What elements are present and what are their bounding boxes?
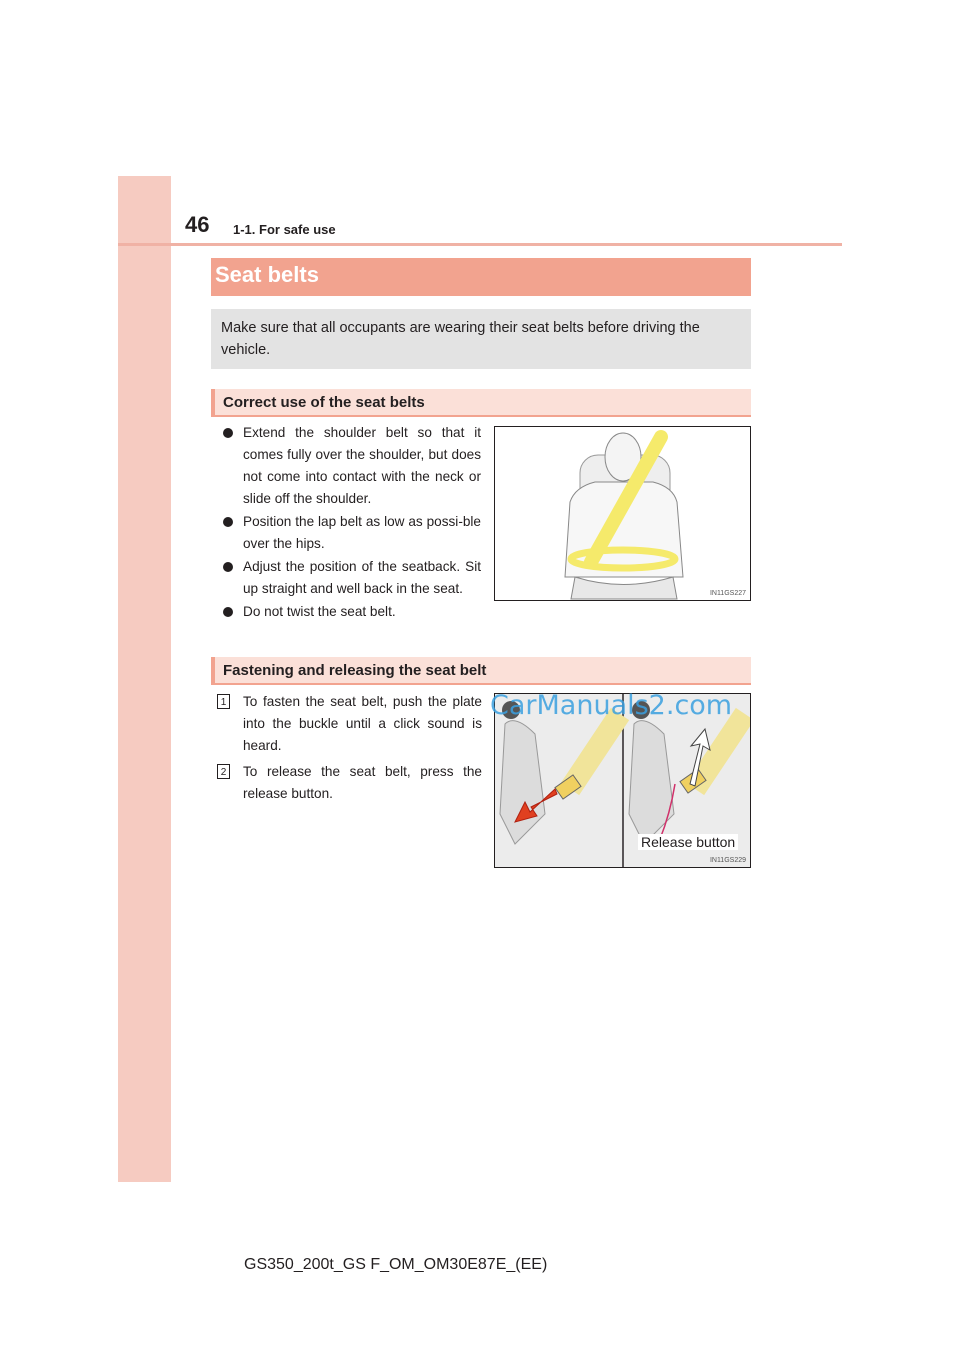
subheading-fastening-label: Fastening and releasing the seat belt xyxy=(223,662,487,679)
step-number: 2 xyxy=(217,764,230,779)
bullet-icon xyxy=(223,517,233,527)
step-text: To release the seat belt, press the release button. xyxy=(243,764,482,801)
footer-code: GS350_200t_GS F_OM_OM30E87E_(EE) xyxy=(244,1256,548,1273)
section-label: 1-1. For safe use xyxy=(233,222,336,237)
step-1 xyxy=(217,691,482,757)
bullet-icon xyxy=(223,562,233,572)
bullet-icon xyxy=(223,607,233,617)
side-tab xyxy=(118,176,171,1182)
bullet-text: Extend the shoulder belt so that it comes fully over the shoulder, but does not come into contact with the neck or slide off the shoulder. xyxy=(243,425,481,506)
bullet-icon xyxy=(223,428,233,438)
step-text: To fasten the seat belt, push the plate into the buckle until a click sound is heard. xyxy=(243,694,482,753)
release-button-label: Release button xyxy=(638,834,738,850)
bullet-text: Adjust the position of the seatback. Sit up straight and well back in the seat. xyxy=(243,559,481,596)
list-item xyxy=(221,422,481,510)
intro-text: Make sure that all occupants are wearing their seat belts before driving the vehicle. xyxy=(221,320,700,358)
occupant-illustration xyxy=(495,427,750,600)
subheading-correct-use xyxy=(211,389,751,417)
list-item xyxy=(221,511,481,555)
watermark: CarManuals2.com xyxy=(490,690,733,721)
seatbelt-position-figure xyxy=(494,426,751,601)
bullet-text: Do not twist the seat belt. xyxy=(243,604,396,619)
page-number: 46 xyxy=(185,212,210,237)
bullet-text: Position the lap belt as low as possi-ble over the hips. xyxy=(243,514,481,551)
step-2 xyxy=(217,761,482,805)
subheading-correct-use-label: Correct use of the seat belts xyxy=(223,394,425,411)
figure-code: IN11GS229 xyxy=(709,857,746,864)
subheading-fastening xyxy=(211,657,751,685)
figure-code: IN11GS227 xyxy=(709,590,746,597)
header-rule xyxy=(118,243,842,246)
page-title: Seat belts xyxy=(215,262,319,287)
bullet-list xyxy=(221,422,481,624)
list-item xyxy=(221,556,481,600)
list-item xyxy=(221,601,481,623)
step-number: 1 xyxy=(217,694,230,709)
